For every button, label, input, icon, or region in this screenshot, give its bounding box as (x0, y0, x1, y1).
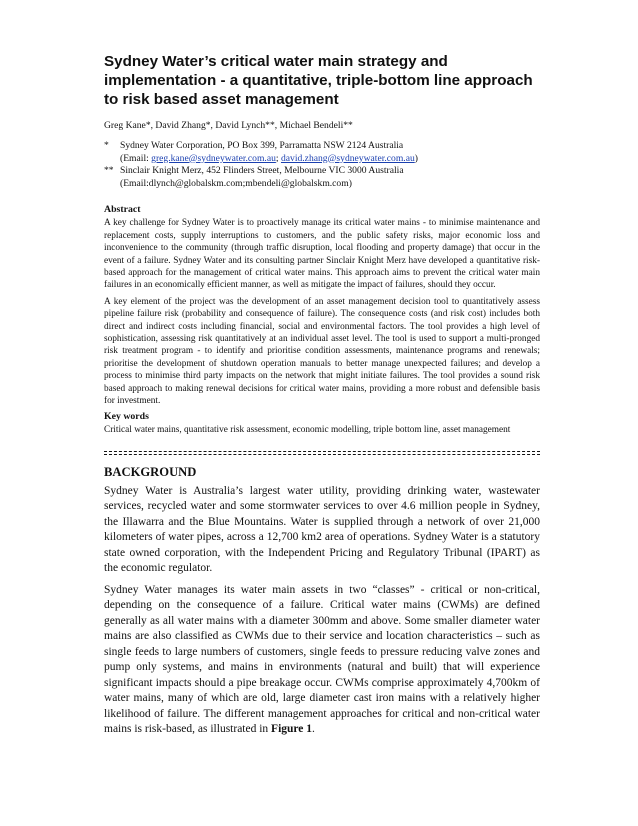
email-link-zhang[interactable]: david.zhang@sydneywater.com.au (280, 152, 415, 164)
body-paragraph-1: Sydney Water is Australia’s largest water utility, providing drinking water, wastewater services, recycled water and some stormwater services to over 4.6 million people in Sydney, the Illawarra and the Blue Mountains. Water is supplied through a network of over 21,000 kilometers of water pipes, across a 12,700 km2 area of operations. Sydney Water is a statutory state owned corporation, with the Independent Pricing and Regulatory Tribunal (IPART) as the economic regulator. (104, 484, 540, 575)
author-list: Greg Kane*, David Zhang*, David Lynch**, Michael Bendeli** (104, 120, 353, 131)
paper-title: Sydney Water’s critical water main strategy and implementation - a quantitative, triple-bottom line approach to risk based asset management (104, 53, 533, 108)
affiliation-mark: ** (104, 165, 114, 177)
affiliation-body (120, 165, 540, 190)
affiliation-emails (120, 153, 540, 166)
email-link-kane[interactable]: greg.kane@sydneywater.com.au (151, 152, 276, 164)
figure-reference[interactable]: Figure 1 (271, 723, 313, 736)
body-paragraph-2-text: Sydney Water manages its water main assets in two “classes” - critical or non-critical, depending on the consequence of a failure. Critical water mains (CWMs) are defined generally as all water mains with a diameter 300mm and above. Some smaller diameter water mains are also classified as CWMs due to their service and location characteristics – such as single feeds to large numbers of customers, single feeds to pressure reducing valve zones and pump only systems, and mains in environments (natural and built) that will experience significant impacts should a pipe breakage occur. CWMs comprise approximately 4,700km of water mains, many of which are old, large diameter cast iron mains with a relatively higher likelihood of failure. The different management approaches for critical and non-critical water mains is risk-based, as illustrated in (104, 583, 540, 736)
affiliation-address: Sinclair Knight Merz, 452 Flinders Street, Melbourne VIC 3000 Australia (120, 165, 404, 177)
email-prefix: (Email: (120, 152, 152, 164)
abstract-heading: Abstract (104, 204, 141, 216)
keywords-heading: Key words (104, 411, 149, 423)
affiliation-1 (104, 140, 540, 165)
abstract-paragraph-2: A key element of the project was the development of an asset management decision tool to quantitatively assess pipeline failure risk (probability and consequence of failure). The consequence costs (and risk cost) includes both direct and indirect costs including financial, social and environmental factors. The tool provides a high level of sophistication, assessing risk quantitatively at an individual asset level. The tool is used to support a multi-pronged risk treatment program - to identify and prioritise condition assessments, maintenance programs and renewals; prioritise the development of shutdown operation manuals to better manage unexpected failures; and develop a process to minimise third party impacts on the network that might initiate failures. The tool provides a sound risk based approach to making renewal decisions for critical water mains, providing a more robust and defensible basis for investment. (104, 296, 540, 407)
affiliation-body (120, 140, 540, 165)
section-separator (104, 451, 540, 455)
keywords-text: Critical water mains, quantitative risk assessment, economic modelling, triple bottom line, asset management (104, 425, 511, 436)
email-separator: ; (275, 152, 281, 164)
affiliation-address: Sydney Water Corporation, PO Box 399, Parramatta NSW 2124 Australia (120, 140, 404, 151)
affiliation-2 (104, 165, 540, 190)
body-paragraph-2-end: . (312, 723, 315, 736)
email-suffix: ) (414, 152, 418, 164)
paper-page (104, 52, 540, 744)
section-heading-background: BACKGROUND (104, 464, 197, 479)
abstract-paragraph-1: A key challenge for Sydney Water is to proactively manage its critical water mains - to minimise maintenance and replacement costs, supply interruptions to customers, and the public safety risks, major economic loss and inconvenience to the community (through traffic disruption, local flooding and property damage) that occur in the event of a failure. Sydney Water and its consulting partner Sinclair Knight Merz have developed a quantitative risk-based approach for the management of critical water mains. This approach aims to prevent the critical water main failures in an economically efficient manner, as well as mitigate the impact of failures, should they occur. (104, 218, 540, 291)
affiliation-mark: * (104, 140, 109, 151)
affiliation-emails: (Email:dlynch@globalskm.com;mbendeli@globalskm.com) (120, 177, 352, 189)
body-paragraph-2 (104, 583, 540, 738)
